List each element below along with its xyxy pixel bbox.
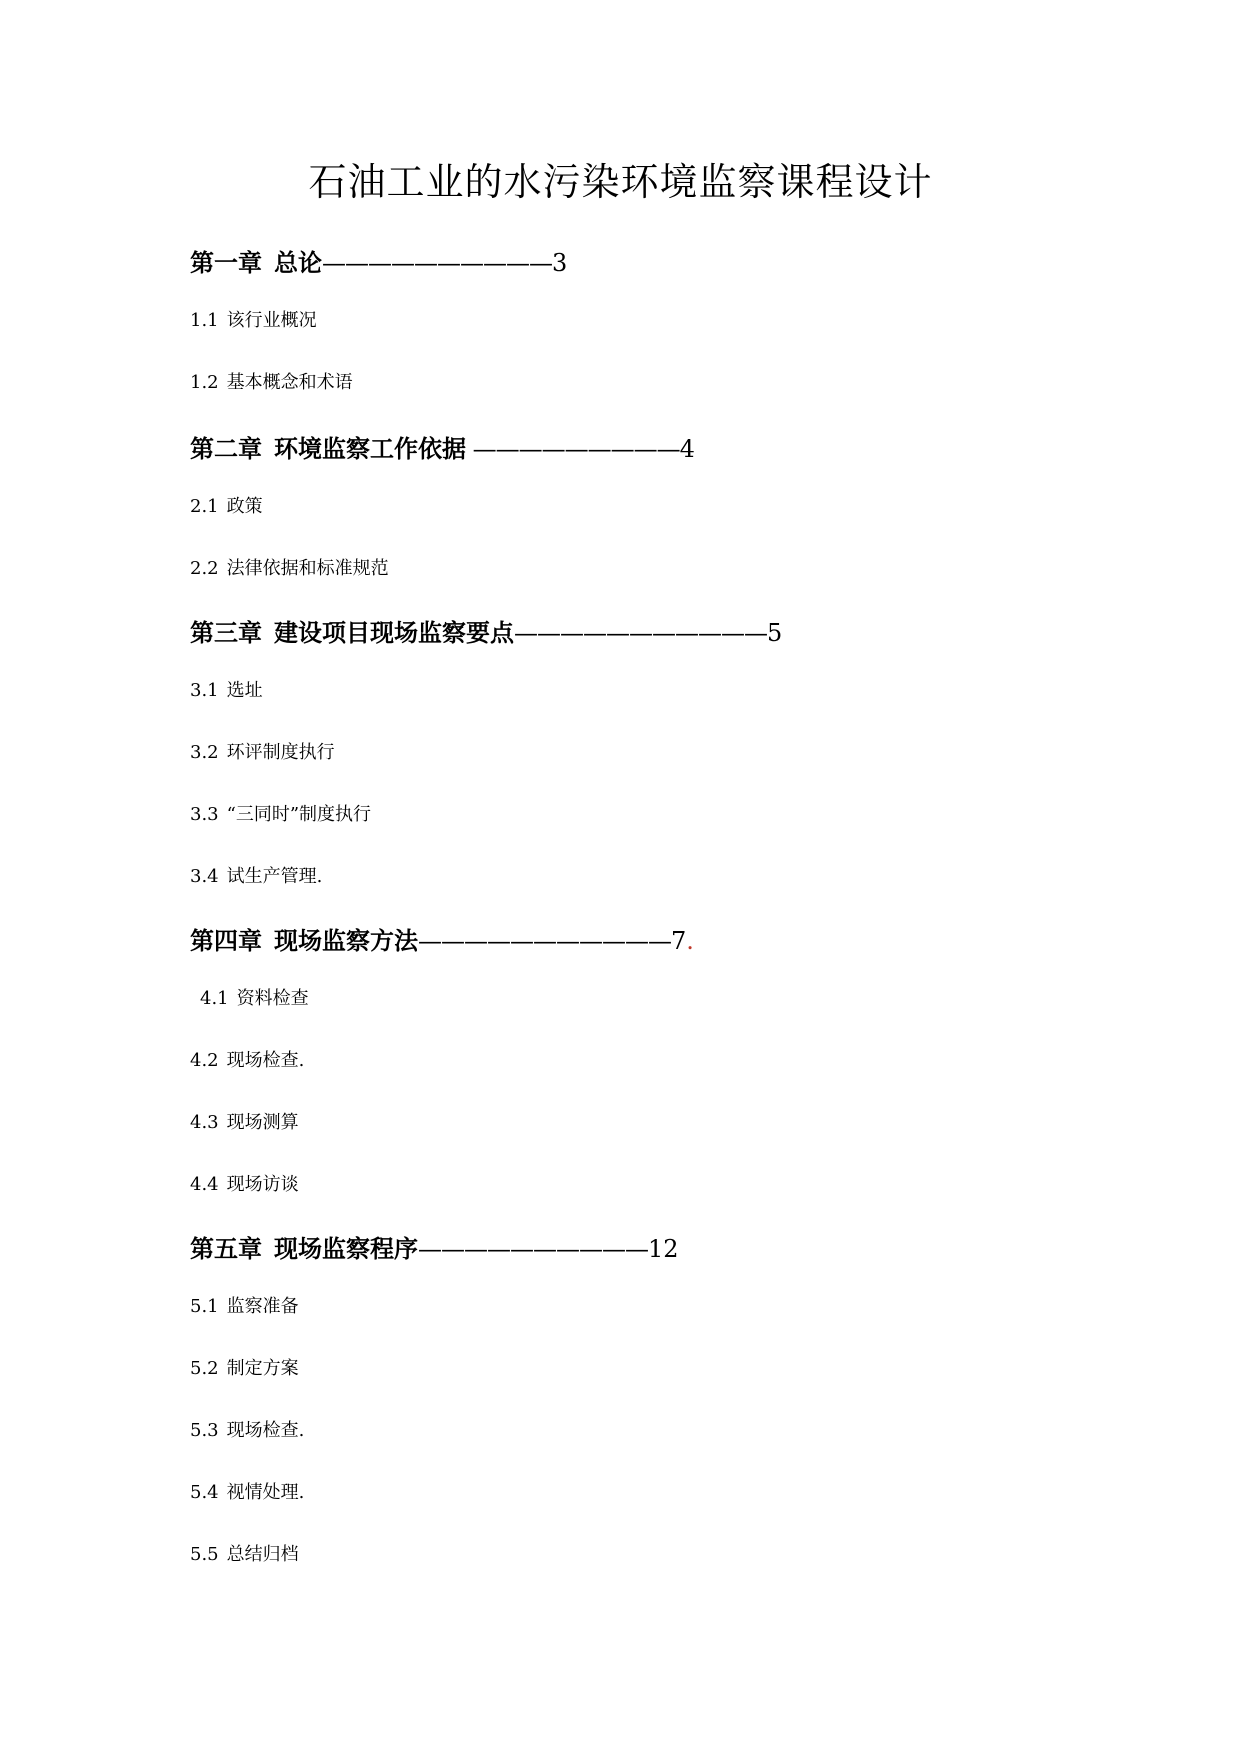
section-title: 视情处理. [226, 1482, 305, 1503]
section-title: 基本概念和术语 [226, 372, 353, 393]
section-number: 3.4 [190, 866, 219, 887]
chapter-page-number: 5 [767, 619, 783, 647]
section-number: 5.4 [190, 1482, 219, 1503]
dot-leader: ——————————— [418, 927, 671, 955]
toc-section-entry [190, 1357, 299, 1381]
section-title: 该行业概况 [226, 310, 317, 331]
dot-leader: —————————— [418, 1235, 648, 1263]
chapter-title: 建设项目现场监察要点 [274, 619, 514, 647]
section-number: 4.3 [190, 1112, 219, 1133]
section-title: 法律依据和标准规范 [226, 558, 389, 579]
section-number: 4.4 [190, 1174, 219, 1195]
section-title: 政策 [226, 496, 263, 517]
chapter-page-number: 12 [648, 1235, 679, 1263]
chapter-number: 第一章 [190, 249, 262, 277]
chapter-number: 第四章 [190, 927, 262, 955]
toc-section-entry [190, 679, 263, 703]
section-number: 4.1 [200, 988, 229, 1009]
toc-chapter-entry [190, 618, 782, 648]
page-number-suffix: . [686, 927, 694, 955]
section-title: 现场检查. [226, 1420, 305, 1441]
toc-section-entry [190, 741, 335, 765]
toc-section-entry [190, 865, 322, 889]
toc-section-entry [190, 803, 371, 827]
toc-section-entry [190, 1419, 304, 1443]
dot-leader: ——————————— [514, 619, 767, 647]
section-title: 现场测算 [226, 1112, 299, 1133]
toc-chapter-entry [190, 248, 567, 278]
chapter-title: 现场监察方法 [274, 927, 418, 955]
chapter-page-number: 4 [679, 435, 695, 463]
toc-section-entry [190, 1111, 299, 1135]
toc-section-entry [190, 1481, 304, 1505]
document-title: 石油工业的水污染环境监察课程设计 [308, 160, 933, 204]
toc-chapter-entry [190, 926, 694, 956]
section-number: 3.2 [190, 742, 219, 763]
chapter-page-number: 7 [671, 927, 687, 955]
section-number: 3.1 [190, 680, 219, 701]
section-title: 现场访谈 [226, 1174, 299, 1195]
section-title: “三同时”制度执行 [226, 804, 372, 825]
chapter-number: 第二章 [190, 435, 262, 463]
section-number: 5.5 [190, 1544, 219, 1565]
section-number: 1.1 [190, 310, 219, 331]
toc-chapter-entry [190, 434, 695, 464]
chapter-number: 第三章 [190, 619, 262, 647]
section-number: 5.3 [190, 1420, 219, 1441]
toc-section-entry [190, 309, 317, 333]
chapter-page-number: 3 [552, 249, 568, 277]
chapter-title: 现场监察程序 [274, 1235, 418, 1263]
toc-section-entry [190, 1049, 304, 1073]
toc-section-entry [190, 495, 263, 519]
section-title: 总结归档 [226, 1544, 299, 1565]
section-title: 监察准备 [226, 1296, 299, 1317]
section-number: 4.2 [190, 1050, 219, 1071]
section-number: 5.2 [190, 1358, 219, 1379]
chapter-title: 总论 [274, 249, 322, 277]
section-title: 选址 [226, 680, 263, 701]
section-title: 试生产管理. [226, 866, 323, 887]
toc-section-entry [200, 987, 309, 1011]
section-number: 5.1 [190, 1296, 219, 1317]
section-title: 制定方案 [226, 1358, 299, 1379]
dot-leader: ————————— [466, 435, 680, 463]
section-title: 环评制度执行 [226, 742, 335, 763]
section-number: 2.1 [190, 496, 219, 517]
section-number: 3.3 [190, 804, 219, 825]
dot-leader: —————————— [322, 249, 552, 277]
section-title: 现场检查. [226, 1050, 305, 1071]
toc-section-entry [190, 557, 389, 581]
chapter-title: 环境监察工作依据 [274, 435, 466, 463]
section-number: 2.2 [190, 558, 219, 579]
toc-section-entry [190, 1295, 299, 1319]
section-title: 资料检查 [236, 988, 309, 1009]
toc-section-entry [190, 1543, 299, 1567]
chapter-number: 第五章 [190, 1235, 262, 1263]
toc-section-entry [190, 1173, 299, 1197]
toc-chapter-entry [190, 1234, 679, 1264]
section-number: 1.2 [190, 372, 219, 393]
toc-section-entry [190, 371, 353, 395]
